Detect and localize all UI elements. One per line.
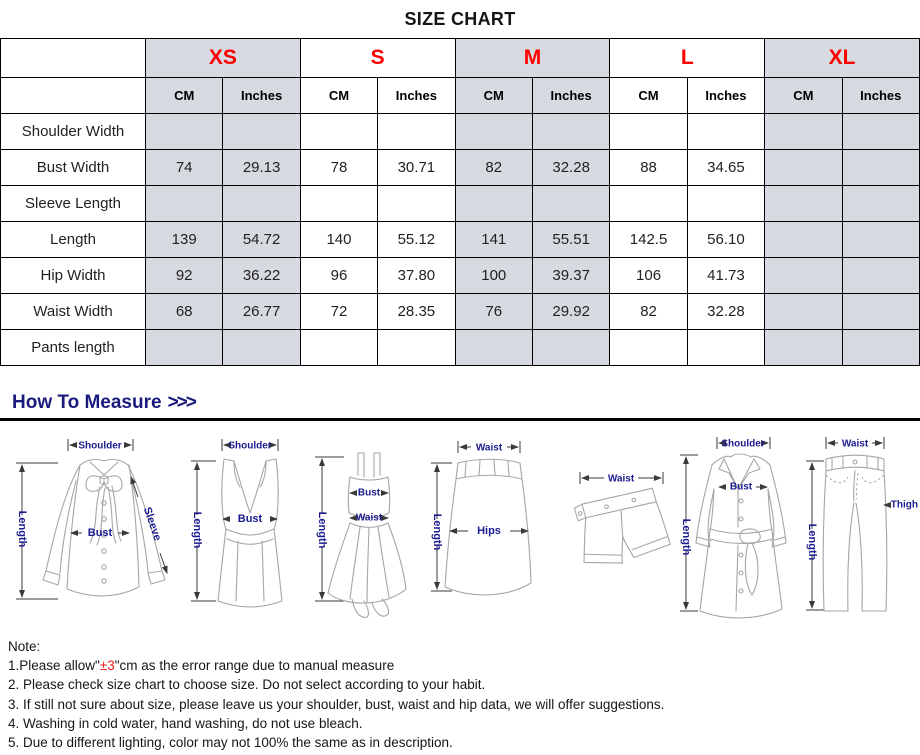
- table-cell: [300, 330, 377, 366]
- table-cell: 72: [300, 294, 377, 330]
- table-cell: 26.77: [223, 294, 300, 330]
- size-header-xl: XL: [765, 39, 920, 78]
- table-cell: 41.73: [687, 258, 764, 294]
- unit-header: CM: [610, 78, 687, 114]
- table-cell: [842, 258, 919, 294]
- size-header-xs: XS: [146, 39, 301, 78]
- table-cell: 37.80: [378, 258, 455, 294]
- table-cell: 32.28: [532, 150, 609, 186]
- table-cell: 88: [610, 150, 687, 186]
- table-cell: [223, 330, 300, 366]
- measure-heading-text: How To Measure: [12, 392, 162, 413]
- unit-header: Inches: [687, 78, 764, 114]
- how-to-measure-figures: [0, 431, 920, 629]
- table-cell: [765, 222, 842, 258]
- table-cell: [300, 114, 377, 150]
- table-row-pants-length: [1, 330, 920, 366]
- blouse-bust-label: Bust: [87, 526, 113, 539]
- skirt-length-label: Length: [431, 513, 444, 551]
- tank-shoulder-label: Shoulder: [228, 440, 272, 452]
- table-cell: [610, 330, 687, 366]
- table-cell: [842, 294, 919, 330]
- table-cell: [532, 186, 609, 222]
- row-label: Pants length: [1, 330, 146, 366]
- table-cell: [765, 150, 842, 186]
- unit-header: Inches: [223, 78, 300, 114]
- table-cell: [687, 114, 764, 150]
- size-chart-table: [0, 38, 920, 366]
- table-cell: 92: [146, 258, 223, 294]
- corner-cell: [1, 78, 146, 114]
- table-cell: [223, 114, 300, 150]
- table-cell: [687, 330, 764, 366]
- table-cell: 106: [610, 258, 687, 294]
- coat-shoulder-label: Shoulder: [721, 438, 765, 450]
- size-header-l: L: [610, 39, 765, 78]
- row-label: Waist Width: [1, 294, 146, 330]
- table-cell: [842, 150, 919, 186]
- table-cell: 55.12: [378, 222, 455, 258]
- table-row-length: [1, 222, 920, 258]
- table-cell: 29.13: [223, 150, 300, 186]
- table-cell: 139: [146, 222, 223, 258]
- table-cell: [765, 258, 842, 294]
- table-cell: 74: [146, 150, 223, 186]
- table-cell: 140: [300, 222, 377, 258]
- unit-header: CM: [765, 78, 842, 114]
- figure-blouse: [12, 431, 182, 629]
- figure-shorts: [570, 431, 672, 629]
- table-cell: [765, 114, 842, 150]
- table-cell: [146, 114, 223, 150]
- note-line-5: 5. Due to different lighting, color may not 100% the same as in description.: [8, 735, 453, 751]
- table-cell: [146, 186, 223, 222]
- table-cell: [765, 330, 842, 366]
- table-cell: 28.35: [378, 294, 455, 330]
- unit-header: Inches: [532, 78, 609, 114]
- table-cell: 55.51: [532, 222, 609, 258]
- table-cell: [378, 330, 455, 366]
- size-header-m: M: [455, 39, 610, 78]
- unit-header: CM: [300, 78, 377, 114]
- figure-dress: [310, 431, 418, 629]
- table-cell: [765, 294, 842, 330]
- tank-bust-label: Bust: [237, 512, 263, 525]
- table-cell: 39.37: [532, 258, 609, 294]
- note-line-3: 3. If still not sure about size, please leave us your shoulder, bust, waist and hip data, we will offer suggestions.: [8, 696, 665, 712]
- table-cell: 141: [455, 222, 532, 258]
- table-row-sleeve-length: [1, 186, 920, 222]
- figure-tank-top: [188, 431, 300, 629]
- table-cell: 29.92: [532, 294, 609, 330]
- table-cell: [223, 186, 300, 222]
- unit-header: CM: [146, 78, 223, 114]
- chevrons-icon: >>>: [167, 392, 195, 413]
- table-cell: 54.72: [223, 222, 300, 258]
- dress-bust-label: Bust: [357, 487, 381, 499]
- tank-length-label: Length: [191, 511, 204, 549]
- coat-length-label: Length: [680, 518, 693, 556]
- table-row-bust-width: [1, 150, 920, 186]
- note-1-accent: ±3: [99, 658, 115, 674]
- table-cell: [455, 330, 532, 366]
- blouse-sleeve-label: Sleeve: [140, 505, 164, 543]
- jeans-thigh-label: Thigh: [890, 499, 918, 511]
- table-cell: 96: [300, 258, 377, 294]
- coat-bust-label: Bust: [729, 481, 753, 493]
- table-cell: 32.28: [687, 294, 764, 330]
- table-cell: [378, 186, 455, 222]
- row-label: Sleeve Length: [1, 186, 146, 222]
- unit-header-row: [1, 78, 920, 114]
- table-cell: 100: [455, 258, 532, 294]
- jeans-waist-label: Waist: [841, 438, 869, 450]
- skirt-waist-label: Waist: [475, 442, 503, 454]
- table-cell: [455, 186, 532, 222]
- dress-waist-label: Waist: [355, 512, 383, 524]
- figure-jeans: [796, 431, 920, 629]
- blouse-length-label: Length: [16, 510, 29, 548]
- table-cell: [610, 114, 687, 150]
- table-cell: [146, 330, 223, 366]
- divider-line: [0, 418, 920, 421]
- note-line-1: [8, 656, 920, 675]
- table-cell: [842, 330, 919, 366]
- table-cell: [532, 114, 609, 150]
- table-cell: 34.65: [687, 150, 764, 186]
- size-header-s: S: [300, 39, 455, 78]
- note-line-2: 2. Please check size chart to choose size. Do not select according to your habit.: [8, 677, 486, 693]
- table-cell: [842, 222, 919, 258]
- corner-cell: [1, 39, 146, 78]
- dress-length-label: Length: [316, 511, 329, 549]
- note-line-4: 4. Washing in cold water, hand washing, do not use bleach.: [8, 715, 363, 731]
- table-cell: [532, 330, 609, 366]
- unit-header: Inches: [378, 78, 455, 114]
- table-cell: [455, 114, 532, 150]
- size-header-row: [1, 39, 920, 78]
- figure-coat: [676, 431, 794, 629]
- table-cell: [378, 114, 455, 150]
- row-label: Shoulder Width: [1, 114, 146, 150]
- table-cell: [610, 186, 687, 222]
- jeans-length-label: Length: [806, 523, 819, 561]
- unit-header: CM: [455, 78, 532, 114]
- table-cell: [687, 186, 764, 222]
- table-cell: [842, 186, 919, 222]
- table-row-shoulder-width: [1, 114, 920, 150]
- table-cell: 78: [300, 150, 377, 186]
- table-cell: 82: [455, 150, 532, 186]
- unit-header: Inches: [842, 78, 919, 114]
- row-label: Length: [1, 222, 146, 258]
- notes-title: Note:: [8, 639, 41, 654]
- shorts-waist-label: Waist: [607, 473, 635, 485]
- table-row-waist-width: [1, 294, 920, 330]
- table-cell: 36.22: [223, 258, 300, 294]
- table-cell: 142.5: [610, 222, 687, 258]
- table-cell: 68: [146, 294, 223, 330]
- row-label: Hip Width: [1, 258, 146, 294]
- table-cell: 82: [610, 294, 687, 330]
- table-cell: 30.71: [378, 150, 455, 186]
- table-cell: 76: [455, 294, 532, 330]
- note-1-suffix: "cm as the error range due to manual measure: [114, 658, 395, 674]
- table-cell: [765, 186, 842, 222]
- table-cell: [300, 186, 377, 222]
- figure-skirt: [428, 431, 540, 629]
- row-label: Bust Width: [1, 150, 146, 186]
- skirt-hips-label: Hips: [477, 524, 501, 537]
- page-title: SIZE CHART: [404, 9, 516, 29]
- table-row-hip-width: [1, 258, 920, 294]
- notes-section: [8, 637, 920, 752]
- table-cell: 56.10: [687, 222, 764, 258]
- table-cell: [842, 114, 919, 150]
- measure-heading: [12, 392, 920, 414]
- blouse-shoulder-label: Shoulder: [78, 440, 122, 452]
- note-1-prefix: 1.Please allow": [8, 658, 100, 674]
